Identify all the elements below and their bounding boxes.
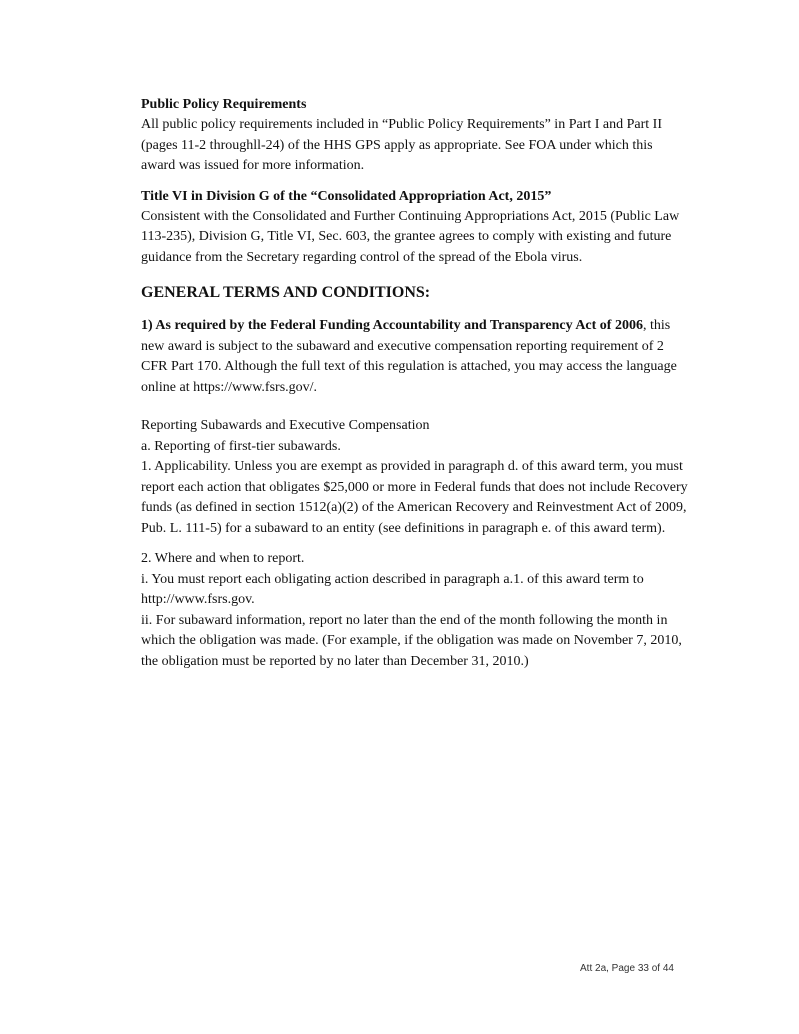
title-vi-paragraph — [141, 207, 721, 269]
public-policy-section — [141, 95, 721, 177]
public-policy-heading: Public Policy Requirements — [141, 97, 307, 112]
ffata-first-line-rest: , this — [642, 318, 671, 333]
page-footer: Att 2a, Page 33 of 44 — [580, 963, 674, 974]
where-when-line: 2. Where and when to report. — [141, 551, 305, 566]
reporting-line: Pub. L. 111-5) for a subaward to an entity (see definitions in paragraph e. of this award term). — [141, 520, 666, 536]
public-policy-line: (pages 11-2 throughll-24) of the HHS GPS apply as appropriate. See FOA under which this — [141, 137, 653, 153]
ffata-first-line — [141, 316, 721, 337]
public-policy-paragraph — [141, 115, 721, 177]
reporting-line: report each action that obligates $25,000 or more in Federal funds that does not include Recovery — [141, 479, 688, 495]
ffata-line: CFR Part 170. Although the full text of this regulation is attached, you may access the language — [141, 359, 677, 374]
general-terms-heading: GENERAL TERMS AND CONDITIONS: — [141, 284, 431, 301]
reporting-section — [141, 416, 721, 539]
reporting-line: funds (as defined in section 1512(a)(2) of the American Recovery and Reinvestment Act of 2009, — [141, 500, 687, 515]
page-content — [141, 95, 721, 672]
public-policy-line: All public policy requirements included in “Public Policy Requirements” in Part I and Part II — [141, 117, 662, 132]
ffata-line: online at https://www.fsrs.gov/. — [141, 379, 318, 395]
where-when-section — [141, 549, 721, 672]
public-policy-line: award was issued for more information. — [141, 158, 365, 173]
reporting-line: Reporting Subawards and Executive Compensation — [141, 418, 430, 433]
where-when-line: which the obligation was made. (For example, if the obligation was made on November 7, 2010, — [141, 633, 682, 648]
reporting-line: a. Reporting of first-tier subawards. — [141, 438, 341, 454]
where-when-paragraph — [141, 549, 721, 672]
where-when-line: i. You must report each obligating action described in paragraph a.1. of this award term to — [141, 571, 644, 587]
title-vi-section — [141, 187, 721, 269]
ffata-act-title: 1) As required by the Federal Funding Accountability and Transparency Act of 2006 — [141, 318, 643, 333]
title-vi-line: guidance from the Secretary regarding control of the spread of the Ebola virus. — [141, 249, 583, 265]
title-vi-line: Consistent with the Consolidated and Further Continuing Appropriations Act, 2015 (Public Law — [141, 208, 680, 224]
where-when-line: ii. For subaward information, report no later than the end of the month following the month in — [141, 612, 668, 628]
title-vi-heading: Title VI in Division G of the “Consolidated Appropriation Act, 2015” — [141, 188, 552, 204]
ffata-line: new award is subject to the subaward and executive compensation reporting requirement of 2 — [141, 338, 664, 354]
ffata-item — [141, 316, 721, 398]
ffata-paragraph — [141, 316, 721, 398]
where-when-line: http://www.fsrs.gov. — [141, 592, 255, 607]
title-vi-line: 113-235), Division G, Title VI, Sec. 603, the grantee agrees to comply with existing and future — [141, 229, 672, 244]
reporting-paragraph — [141, 416, 721, 539]
where-when-line: the obligation must be reported by no later than December 31, 2010.) — [141, 653, 529, 669]
reporting-line: 1. Applicability. Unless you are exempt as provided in paragraph d. of this award term, you must — [141, 459, 683, 474]
